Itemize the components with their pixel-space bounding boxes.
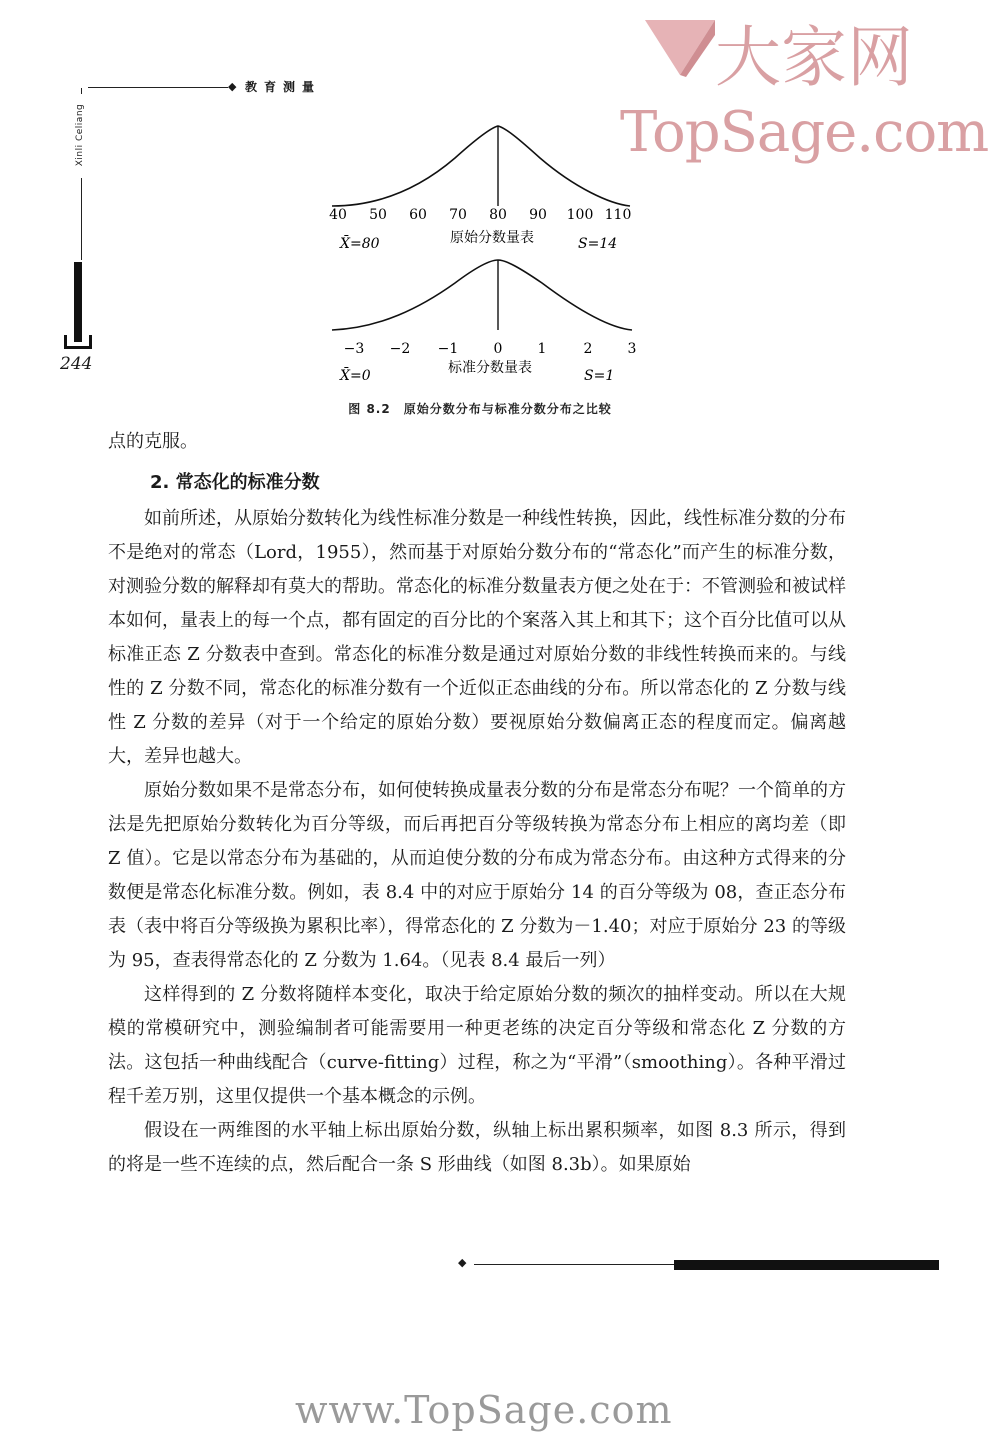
raw-score-curve [332, 126, 630, 206]
footer-rule [474, 1264, 674, 1265]
side-bracket-mark [64, 335, 92, 349]
paragraph: 这样得到的 Z 分数将随样本变化，取决于给定原始分数的频次的抽样变动。所以在大规模的常模研究中，测验编制者可能需要用一种更老练的决定百分等级和常态化 Z 分数的方法。这包括一种曲线配合（curve-fitting）过程，称之为“平滑”（smoothing）。各种平滑过程千差万别，这里仅提供一个基本概念的示例。 [108, 984, 846, 1107]
paragraph-fragment: 点的克服。 [108, 431, 198, 452]
raw-tick-labels [329, 207, 631, 223]
raw-mean-label: X̄=80 [340, 236, 380, 252]
watermark-brand-cn: 大家网 [715, 19, 913, 96]
standard-tick: 1 [537, 341, 547, 357]
raw-tick: 110 [604, 207, 632, 223]
paragraph: 原始分数如果不是常态分布，如何使转换成量表分数的分布是常态分布呢？一个简单的方法是先把原始分数转化为百分等级，而后再把百分等级转换为常态分布上相应的离均差（即 Z 值）。它是以常态分布为基础的，从而迫使分数的分布成为常态分布。由这种方式得来的分数便是常态化标准分数。例如，表 8.4 中的对应于原始分 14 的百分等级为 08，查正态分布表（表中将百分等级换为累积比率），得常态化的 Z 分数为－1.40；对应于原始分 23 的等级为 95，查表得常态化的 Z 分数为 1.64。（见表 8.4 最后一列） [108, 780, 846, 971]
standard-tick-labels [344, 341, 637, 357]
standard-tick: 2 [583, 341, 593, 357]
standard-tick: −2 [389, 341, 411, 357]
page-number: 244 [60, 354, 93, 374]
raw-scale-label: 原始分数量表 [450, 230, 534, 246]
footer-diamond-icon: ◆ [458, 1256, 467, 1269]
raw-sd-label: S=14 [578, 236, 618, 252]
standard-tick: −1 [437, 341, 459, 357]
header-rule [88, 87, 228, 88]
side-rule [81, 178, 82, 260]
footer-thick-bar [674, 1260, 939, 1270]
standard-tick: −3 [343, 341, 365, 357]
header-diamond-icon: ◆ [228, 80, 237, 93]
body-paragraphs [108, 502, 846, 1182]
raw-tick: 90 [529, 207, 547, 223]
figure-caption: 图 8.2 原始分数分布与标准分数分布之比较 [348, 402, 612, 416]
side-running-label: Xinli Celiang [75, 103, 85, 167]
standard-scale-label: 标准分数量表 [448, 360, 532, 376]
standard-tick: 3 [627, 341, 637, 357]
section-heading: 2. 常态化的标准分数 [150, 472, 320, 493]
standard-mean-label: X̄=0 [340, 368, 371, 384]
standard-sd-label: S=1 [584, 368, 615, 384]
raw-tick: 70 [449, 207, 467, 223]
raw-tick: 60 [409, 207, 427, 223]
raw-tick: 80 [489, 207, 507, 223]
raw-tick: 100 [566, 207, 594, 223]
paragraph: 假设在一两维图的水平轴上标出原始分数，纵轴上标出累积频率，如图 8.3 所示，得到的将是一些不连续的点，然后配合一条 S 形曲线（如图 8.3b）。如果原始 [108, 1120, 846, 1175]
figure-8-2 [320, 118, 650, 398]
side-thumb-bar [74, 262, 82, 342]
standard-tick: 0 [493, 341, 503, 357]
watermark-flag-icon [640, 15, 720, 85]
raw-tick: 50 [369, 207, 387, 223]
raw-tick: 40 [329, 207, 347, 223]
running-header-title: 教育测量 [245, 80, 322, 94]
standard-score-curve [332, 260, 632, 330]
watermark-footer-url: www.TopSage.com [295, 1388, 673, 1432]
paragraph: 如前所述，从原始分数转化为线性标准分数是一种线性转换，因此，线性标准分数的分布不是绝对的常态（Lord，1955），然而基于对原始分数分布的“常态化”而产生的标准分数，对测验分数的解释却有莫大的帮助。常态化的标准分数量表方便之处在于：不管测验和被试样本如何，量表上的每一个点，都有固定的百分比的个案落入其上和其下；这个百分比值可以从标准正态 Z 分数表中查到。常态化的标准分数是通过对原始分数的非线性转换而来的。与线性的 Z 分数不同，常态化的标准分数有一个近似正态曲线的分布。所以常态化的 Z 分数与线性 Z 分数的差异（对于一个给定的原始分数）要视原始分数偏离正态的程度而定。偏离越大，差异也越大。 [108, 508, 846, 767]
watermark-brand-en: TopSage.com [620, 100, 988, 165]
